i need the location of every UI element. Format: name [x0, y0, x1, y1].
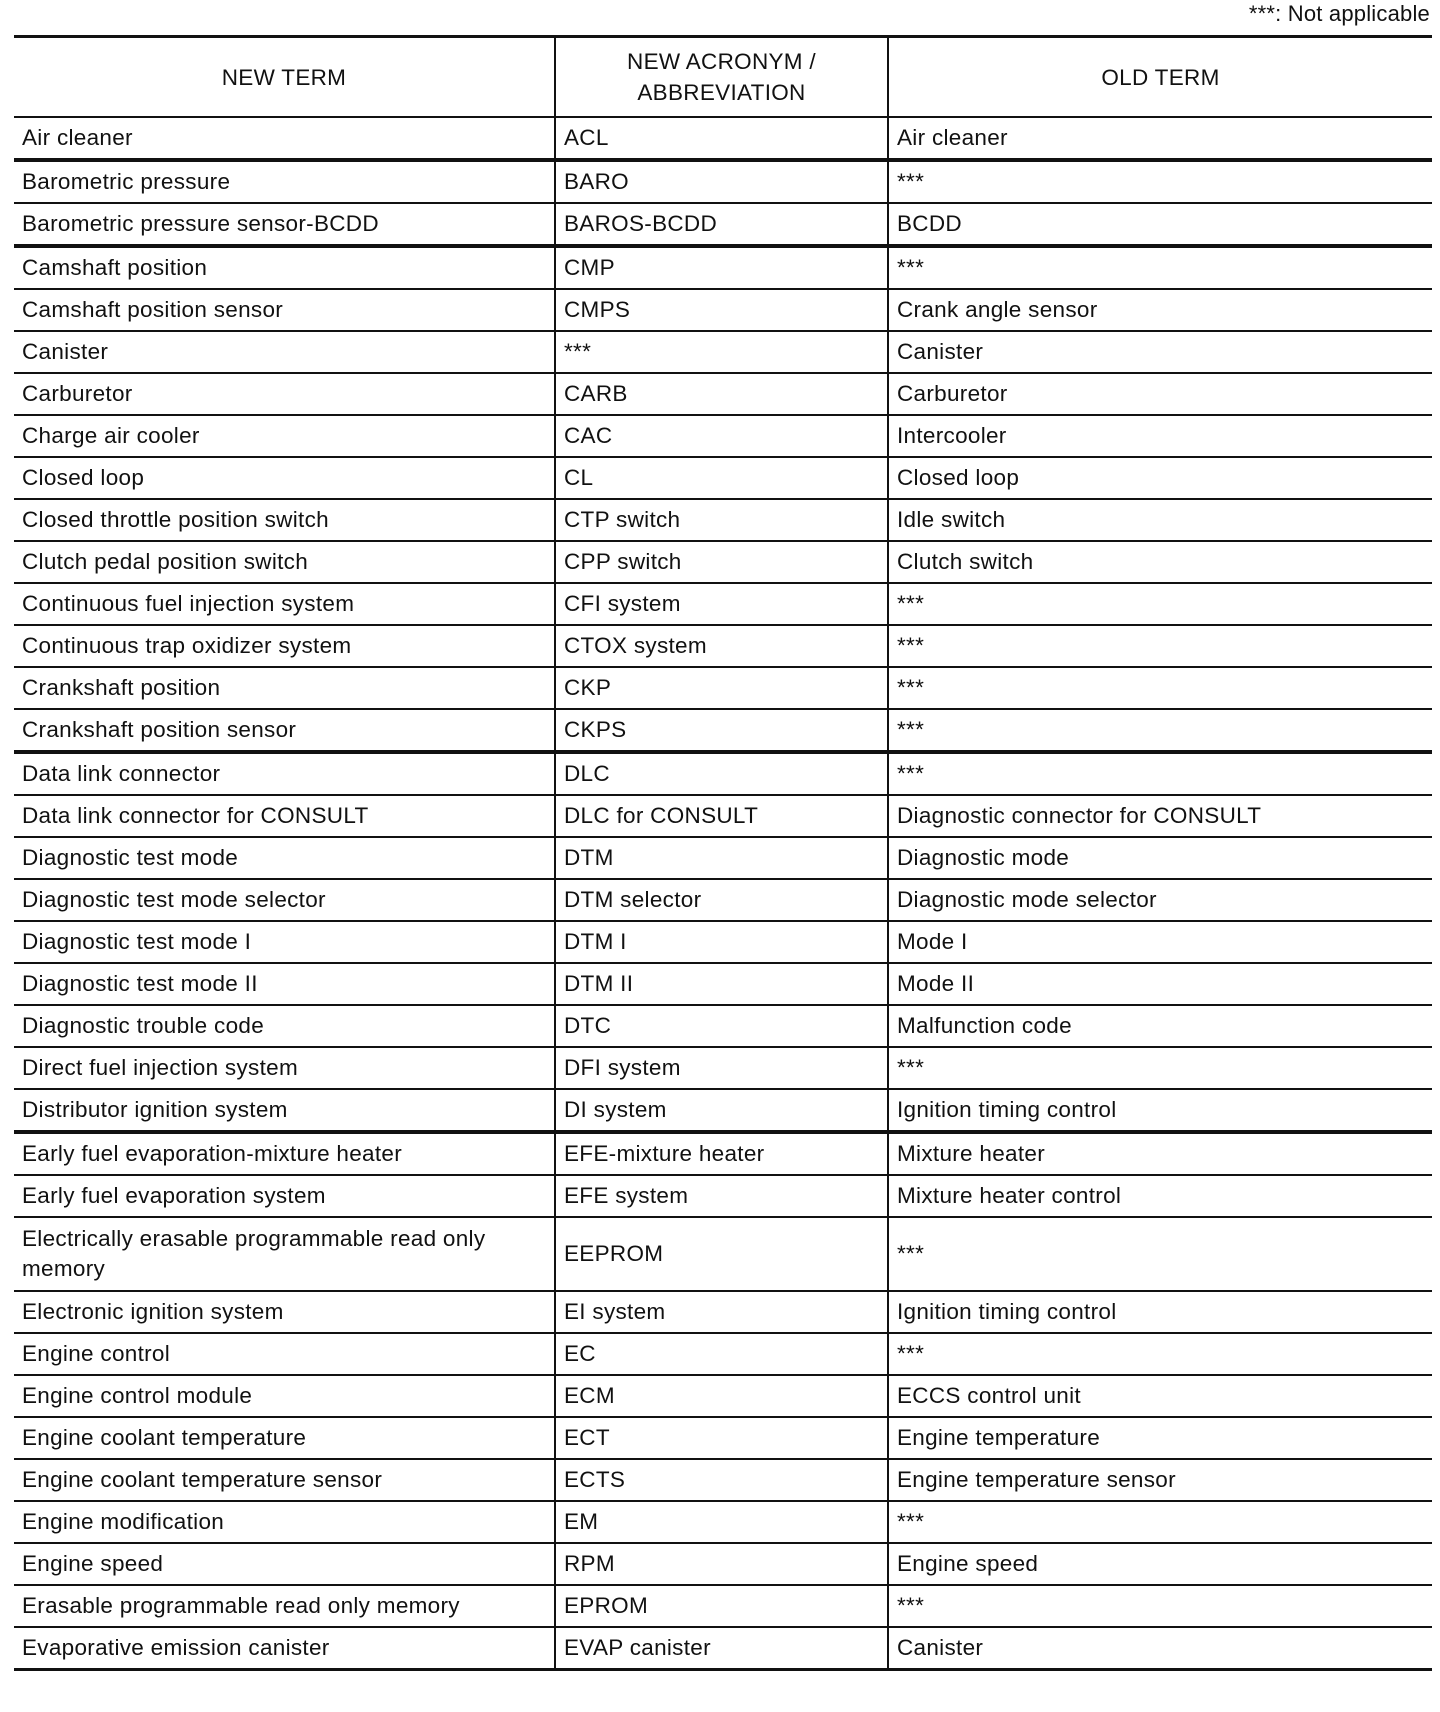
- new-acronym-cell: ***: [555, 331, 888, 373]
- new-acronym-cell: DTM: [555, 837, 888, 879]
- old-term-cell: Mixture heater: [888, 1132, 1432, 1175]
- table-row: [14, 1175, 1432, 1217]
- new-acronym-cell: EC: [555, 1333, 888, 1375]
- table-row: [14, 1217, 1432, 1291]
- table-row: [14, 1089, 1432, 1132]
- old-term-cell: Diagnostic mode selector: [888, 879, 1432, 921]
- table-row: [14, 752, 1432, 795]
- old-term-cell: Closed loop: [888, 457, 1432, 499]
- old-term-cell: Mode I: [888, 921, 1432, 963]
- new-acronym-cell: CTP switch: [555, 499, 888, 541]
- old-term-cell: Canister: [888, 1627, 1432, 1670]
- new-acronym-cell: EFE-mixture heater: [555, 1132, 888, 1175]
- old-term-cell: Ignition timing control: [888, 1089, 1432, 1132]
- new-term-cell: Barometric pressure: [14, 160, 555, 203]
- old-term-cell: Engine speed: [888, 1543, 1432, 1585]
- new-acronym-cell: DTC: [555, 1005, 888, 1047]
- new-acronym-cell: DLC: [555, 752, 888, 795]
- new-acronym-cell: EPROM: [555, 1585, 888, 1627]
- new-term-cell: Continuous fuel injection system: [14, 583, 555, 625]
- table-row: [14, 1047, 1432, 1089]
- old-term-cell: ***: [888, 160, 1432, 203]
- table-row: [14, 203, 1432, 246]
- new-term-cell: Distributor ignition system: [14, 1089, 555, 1132]
- new-acronym-cell: DFI system: [555, 1047, 888, 1089]
- header-new-term: NEW TERM: [14, 37, 555, 118]
- table-row: [14, 1459, 1432, 1501]
- new-acronym-cell: DTM II: [555, 963, 888, 1005]
- old-term-cell: Ignition timing control: [888, 1291, 1432, 1333]
- table-row: [14, 1585, 1432, 1627]
- table-row: [14, 583, 1432, 625]
- new-acronym-cell: BAROS-BCDD: [555, 203, 888, 246]
- table-row: [14, 667, 1432, 709]
- table-row: [14, 160, 1432, 203]
- table-row: [14, 499, 1432, 541]
- table-row: [14, 1291, 1432, 1333]
- new-term-cell: Continuous trap oxidizer system: [14, 625, 555, 667]
- old-term-cell: Diagnostic connector for CONSULT: [888, 795, 1432, 837]
- new-acronym-cell: ECTS: [555, 1459, 888, 1501]
- table-row: [14, 963, 1432, 1005]
- table-row: [14, 331, 1432, 373]
- new-term-cell: Data link connector for CONSULT: [14, 795, 555, 837]
- new-term-cell: Clutch pedal position switch: [14, 541, 555, 583]
- new-term-cell: Engine control: [14, 1333, 555, 1375]
- new-term-cell: Electrically erasable programmable read only memory: [14, 1217, 555, 1291]
- new-acronym-cell: DTM selector: [555, 879, 888, 921]
- table-row: [14, 1543, 1432, 1585]
- table-row: [14, 921, 1432, 963]
- new-term-cell: Direct fuel injection system: [14, 1047, 555, 1089]
- new-acronym-cell: EM: [555, 1501, 888, 1543]
- table-row: [14, 1375, 1432, 1417]
- old-term-cell: ***: [888, 709, 1432, 752]
- new-acronym-cell: EI system: [555, 1291, 888, 1333]
- new-acronym-cell: EVAP canister: [555, 1627, 888, 1670]
- new-term-cell: Electronic ignition system: [14, 1291, 555, 1333]
- new-acronym-cell: DLC for CONSULT: [555, 795, 888, 837]
- new-term-cell: Camshaft position: [14, 246, 555, 289]
- new-acronym-cell: BARO: [555, 160, 888, 203]
- table-row: [14, 879, 1432, 921]
- old-term-cell: Mixture heater control: [888, 1175, 1432, 1217]
- new-term-cell: Camshaft position sensor: [14, 289, 555, 331]
- new-term-cell: Engine modification: [14, 1501, 555, 1543]
- new-acronym-cell: ECT: [555, 1417, 888, 1459]
- old-term-cell: Intercooler: [888, 415, 1432, 457]
- new-acronym-cell: DI system: [555, 1089, 888, 1132]
- old-term-cell: Crank angle sensor: [888, 289, 1432, 331]
- new-term-cell: Engine speed: [14, 1543, 555, 1585]
- old-term-cell: Idle switch: [888, 499, 1432, 541]
- old-term-cell: ***: [888, 667, 1432, 709]
- new-term-cell: Early fuel evaporation-mixture heater: [14, 1132, 555, 1175]
- old-term-cell: Mode II: [888, 963, 1432, 1005]
- table-row: [14, 415, 1432, 457]
- new-term-cell: Diagnostic test mode II: [14, 963, 555, 1005]
- old-term-cell: Clutch switch: [888, 541, 1432, 583]
- old-term-cell: ECCS control unit: [888, 1375, 1432, 1417]
- new-term-cell: Canister: [14, 331, 555, 373]
- new-acronym-cell: EFE system: [555, 1175, 888, 1217]
- table-row: [14, 541, 1432, 583]
- new-acronym-cell: CKPS: [555, 709, 888, 752]
- new-term-cell: Closed throttle position switch: [14, 499, 555, 541]
- new-acronym-cell: CKP: [555, 667, 888, 709]
- new-acronym-cell: RPM: [555, 1543, 888, 1585]
- old-term-cell: ***: [888, 246, 1432, 289]
- old-term-cell: ***: [888, 625, 1432, 667]
- table-row: [14, 709, 1432, 752]
- table-row: [14, 1333, 1432, 1375]
- old-term-cell: Air cleaner: [888, 117, 1432, 160]
- table-body: [14, 117, 1432, 1670]
- table-row: [14, 117, 1432, 160]
- header-new-acronym: NEW ACRONYM / ABBREVIATION: [555, 37, 888, 118]
- table-row: [14, 246, 1432, 289]
- old-term-cell: Carburetor: [888, 373, 1432, 415]
- header-old-term: OLD TERM: [888, 37, 1432, 118]
- table-row: [14, 373, 1432, 415]
- new-term-cell: Evaporative emission canister: [14, 1627, 555, 1670]
- new-term-cell: Crankshaft position: [14, 667, 555, 709]
- old-term-cell: ***: [888, 752, 1432, 795]
- table-row: [14, 289, 1432, 331]
- new-acronym-cell: CL: [555, 457, 888, 499]
- old-term-cell: ***: [888, 1333, 1432, 1375]
- new-acronym-cell: CAC: [555, 415, 888, 457]
- new-acronym-cell: EEPROM: [555, 1217, 888, 1291]
- table-header-row: [14, 37, 1432, 118]
- new-acronym-cell: ECM: [555, 1375, 888, 1417]
- old-term-cell: Malfunction code: [888, 1005, 1432, 1047]
- new-term-cell: Engine coolant temperature sensor: [14, 1459, 555, 1501]
- old-term-cell: Engine temperature sensor: [888, 1459, 1432, 1501]
- new-term-cell: Diagnostic test mode I: [14, 921, 555, 963]
- new-acronym-cell: CFI system: [555, 583, 888, 625]
- not-applicable-note: ***: Not applicable: [1248, 1, 1430, 26]
- new-term-cell: Engine coolant temperature: [14, 1417, 555, 1459]
- table-row: [14, 625, 1432, 667]
- new-term-cell: Closed loop: [14, 457, 555, 499]
- new-acronym-cell: DTM I: [555, 921, 888, 963]
- table-row: [14, 1627, 1432, 1670]
- new-acronym-cell: CMP: [555, 246, 888, 289]
- table-row: [14, 1417, 1432, 1459]
- table-row: [14, 795, 1432, 837]
- old-term-cell: ***: [888, 583, 1432, 625]
- new-term-cell: Diagnostic test mode: [14, 837, 555, 879]
- table-row: [14, 1132, 1432, 1175]
- old-term-cell: ***: [888, 1501, 1432, 1543]
- table-row: [14, 837, 1432, 879]
- new-term-cell: Air cleaner: [14, 117, 555, 160]
- old-term-cell: ***: [888, 1585, 1432, 1627]
- old-term-cell: BCDD: [888, 203, 1432, 246]
- new-acronym-cell: CMPS: [555, 289, 888, 331]
- new-acronym-cell: CTOX system: [555, 625, 888, 667]
- table-row: [14, 1501, 1432, 1543]
- old-term-cell: Diagnostic mode: [888, 837, 1432, 879]
- new-term-cell: Charge air cooler: [14, 415, 555, 457]
- new-term-cell: Erasable programmable read only memory: [14, 1585, 555, 1627]
- new-term-cell: Crankshaft position sensor: [14, 709, 555, 752]
- new-term-cell: Diagnostic trouble code: [14, 1005, 555, 1047]
- new-acronym-cell: CARB: [555, 373, 888, 415]
- old-term-cell: ***: [888, 1047, 1432, 1089]
- new-term-cell: Barometric pressure sensor-BCDD: [14, 203, 555, 246]
- new-acronym-cell: ACL: [555, 117, 888, 160]
- new-term-cell: Carburetor: [14, 373, 555, 415]
- new-term-cell: Data link connector: [14, 752, 555, 795]
- old-term-cell: ***: [888, 1217, 1432, 1291]
- new-term-cell: Diagnostic test mode selector: [14, 879, 555, 921]
- old-term-cell: Canister: [888, 331, 1432, 373]
- table-row: [14, 1005, 1432, 1047]
- new-acronym-cell: CPP switch: [555, 541, 888, 583]
- new-term-cell: Early fuel evaporation system: [14, 1175, 555, 1217]
- table-row: [14, 457, 1432, 499]
- old-term-cell: Engine temperature: [888, 1417, 1432, 1459]
- new-term-cell: Engine control module: [14, 1375, 555, 1417]
- terminology-table: [14, 35, 1432, 1671]
